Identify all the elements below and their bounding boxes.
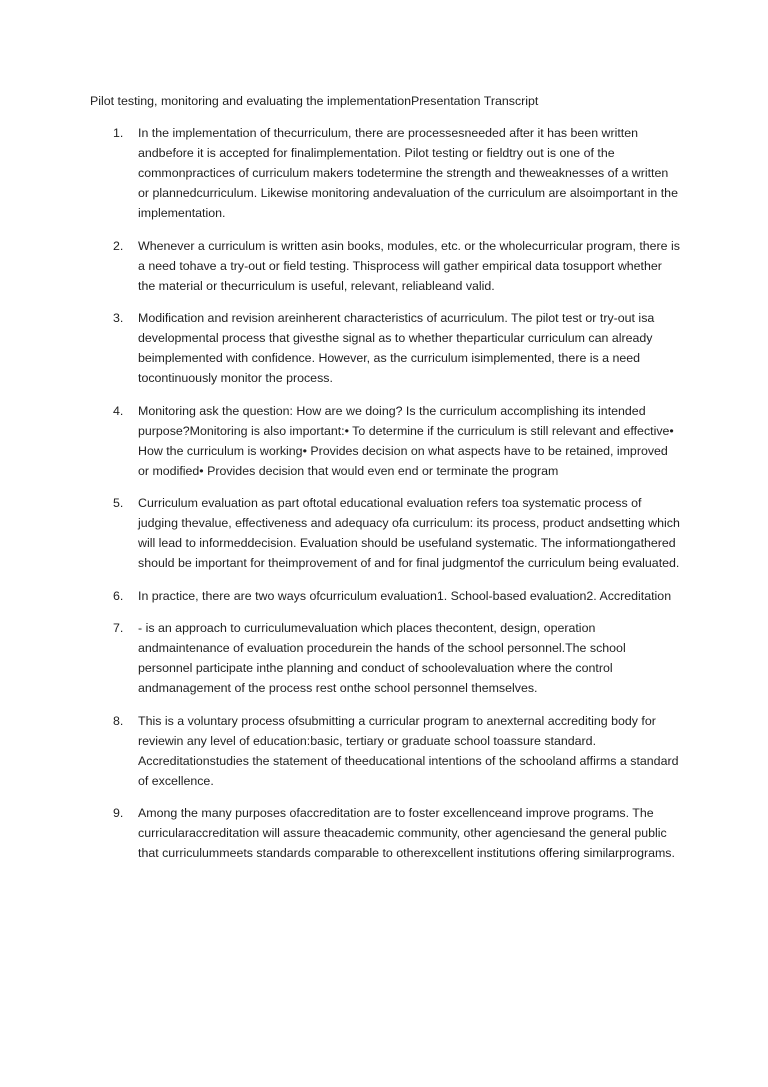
list-item: [0, 401, 768, 481]
item-number: 5.: [113, 496, 124, 510]
list-item: [0, 618, 768, 698]
list-item: [0, 493, 768, 573]
document-title: Pilot testing, monitoring and evaluating the implementationPresentation Transcript: [90, 94, 539, 108]
item-text: Monitoring ask the question: How are we doing? Is the curriculum accomplishing its intended purpose?Monitoring is also important:• To determine if the curriculum is still relevant and effective• How the curriculum is working• Provides decision on what aspects have to be retained, improved or modified• Provides decision that would even end or terminate the program: [138, 403, 674, 478]
item-number: 2.: [113, 238, 124, 253]
list-item: [0, 123, 768, 223]
list-item: [0, 308, 768, 388]
item-text: In practice, there are two ways ofcurriculum evaluation1. School-based evaluation2. Accreditation: [138, 588, 672, 603]
item-number: 7.: [113, 621, 124, 635]
transcript-list: [0, 123, 768, 876]
item-text: - is an approach to curriculumevaluation which places thecontent, design, operation andmaintenance of evaluation procedurein the hands of the school personnel.The school personnel participate inthe planning and conduct of schoolevaluation where the control andmanagement of the process rest onthe school personnel themselves.: [138, 621, 626, 695]
item-text: Curriculum evaluation as part oftotal educational evaluation refers toa systematic process of judging thevalue, effectiveness and adequacy ofa curriculum: its process, product andsetting which will lead to informeddecision. Evaluation should be usefuland systematic. The informationgathered should be important for theimprovement of and for final judgmentof the curriculum being evaluated.: [138, 496, 680, 570]
list-item: [0, 586, 768, 606]
item-number: 8.: [113, 713, 124, 728]
item-number: 4.: [113, 403, 124, 418]
item-text: This is a voluntary process ofsubmitting a curricular program to anexternal accrediting body for reviewin any level of education:basic, tertiary or graduate school toassure standard. Accreditationstudies the statement of theeducational intentions of the schooland affirms a standard of excellence.: [138, 713, 679, 788]
item-number: 6.: [113, 588, 124, 603]
item-number: 1.: [113, 126, 124, 140]
item-text: In the implementation of thecurriculum, there are processesneeded after it has been written andbefore it is accepted for finalimplementation. Pilot testing or fieldtry out is one of the commonpractices of curriculum makers todetermine the strength and theweaknesses of a written or plannedcurriculum. Likewise monitoring andevaluation of the curriculum are alsoimportant in the implementation.: [138, 126, 678, 220]
item-text: Whenever a curriculum is written asin books, modules, etc. or the wholecurricular program, there is a need tohave a try-out or field testing. Thisprocess will gather empirical data tosupport whether the material or thecurriculum is useful, relevant, reliableand valid.: [138, 238, 680, 293]
list-item: [0, 236, 768, 296]
item-text: Modification and revision areinherent characteristics of acurriculum. The pilot test or try-out isa developmental process that givesthe signal as to whether theparticular curriculum can already beimplemented with confidence. However, as the curriculum isimplemented, there is a need tocontinuously monitor the process.: [138, 311, 655, 385]
item-number: 3.: [113, 311, 124, 325]
item-number: 9.: [113, 806, 124, 820]
list-item: [0, 711, 768, 791]
item-text: Among the many purposes ofaccreditation are to foster excellenceand improve programs. The curricularaccreditation will assure theacademic community, other agenciesand the general public that curriculummeets standards comparable to otherexcellent institutions offering similarprograms.: [138, 806, 675, 860]
list-item: [0, 803, 768, 863]
